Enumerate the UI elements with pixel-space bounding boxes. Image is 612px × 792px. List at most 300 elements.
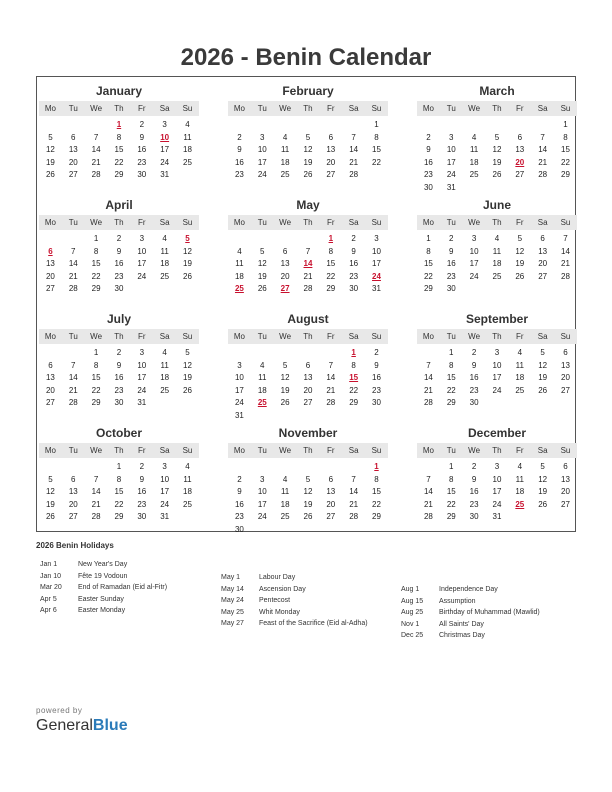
date-cell: 22 [114, 499, 124, 509]
date-cell: 18 [280, 157, 290, 167]
date-cell: 1 [426, 234, 431, 243]
date-cell: 2 [471, 462, 477, 471]
date-cell: 23 [372, 385, 381, 395]
date-cell: 8 [374, 132, 379, 142]
brand-logo[interactable] [36, 706, 128, 735]
date-cell: 22 [326, 271, 336, 281]
weekday-label: Su [371, 446, 382, 455]
date-cell: 20 [538, 259, 548, 269]
date-cell: 6 [328, 474, 334, 484]
empty-cell [62, 347, 85, 360]
holidays-title: 2026 Benin Holidays [36, 541, 114, 550]
date-cell: 11 [160, 246, 169, 256]
date-cell: 17 [492, 487, 502, 497]
date-cell: 17 [160, 145, 170, 155]
date-cell: 30 [234, 524, 244, 534]
date-cell: 1 [449, 348, 454, 357]
date-cell: 31 [160, 512, 170, 522]
date-cell: 17 [469, 259, 479, 269]
date-cell: 4 [185, 462, 190, 471]
weekday-label: Tu [68, 332, 78, 341]
holiday-date-label: May 14 [221, 585, 244, 593]
holiday-entry [221, 595, 368, 607]
weekday-label: Su [182, 104, 193, 113]
weekday-header [39, 443, 199, 458]
weekday-label: Su [371, 218, 382, 227]
date-cell: 15 [114, 145, 124, 155]
holiday-entry [40, 605, 167, 617]
date-cell: 14 [349, 487, 359, 497]
date-cell: 22 [91, 271, 101, 281]
date-cell: 16 [349, 259, 359, 269]
weekday-label: Fr [138, 446, 146, 455]
weekday-label: Su [560, 104, 571, 113]
month-name: April [105, 198, 133, 212]
weekday-label: Su [182, 218, 193, 227]
weekday-label: Tu [257, 104, 267, 113]
date-cell: 5 [305, 474, 311, 484]
holiday-entry [401, 630, 540, 642]
date-cell: 30 [114, 284, 124, 294]
date-cell: 11 [515, 360, 524, 370]
empty-cell [274, 347, 297, 360]
date-cell: 3 [139, 348, 145, 357]
date-cell: 2 [374, 348, 379, 357]
empty-cell [342, 119, 365, 132]
weekday-label: Sa [159, 446, 170, 455]
date-cell: 12 [257, 259, 267, 269]
weekday-label: We [90, 332, 103, 341]
date-cell: 22 [423, 271, 433, 281]
weekday-label: We [468, 104, 481, 113]
date-cell: 22 [372, 499, 381, 509]
date-cell: 18 [469, 157, 479, 167]
month-name: March [479, 84, 515, 98]
date-cell: 15 [91, 373, 101, 383]
weekday-label: Mo [233, 446, 245, 455]
date-cell: 26 [183, 271, 192, 281]
date-cell: 12 [538, 474, 548, 484]
date-cell: 26 [538, 499, 548, 509]
date-cell: 15 [372, 145, 381, 155]
date-cell: 26 [280, 398, 290, 408]
weekday-header [228, 329, 388, 344]
date-cell: 12 [45, 145, 55, 155]
date-cell: 5 [185, 348, 190, 357]
empty-cell [62, 233, 85, 246]
date-cell: 12 [45, 487, 55, 497]
date-cell: 25 [160, 271, 170, 281]
weekday-label: Th [303, 218, 313, 227]
month-name: January [95, 84, 143, 98]
date-cell: 21 [91, 157, 101, 167]
weekday-label: Mo [233, 218, 245, 227]
date-grid [228, 119, 388, 182]
weekday-header [417, 329, 577, 344]
date-cell: 15 [561, 145, 570, 155]
holiday-name: Labour Day [259, 574, 296, 581]
date-cell: 17 [492, 373, 502, 383]
holiday-date-label: Aug 25 [401, 609, 424, 616]
month-name: August [287, 312, 329, 326]
weekday-label: Tu [446, 446, 456, 455]
date-cell: 5 [48, 474, 53, 484]
holiday-entry [221, 572, 368, 584]
weekday-header [417, 443, 577, 458]
date-cell: 13 [538, 246, 548, 256]
weekday-label: Sa [348, 332, 359, 341]
holiday-entry [401, 584, 540, 596]
date-cell: 7 [93, 474, 99, 484]
date-cell: 1 [93, 234, 99, 243]
date-cell: 5 [517, 234, 523, 243]
date-cell: 17 [137, 259, 147, 269]
date-cell: 16 [469, 373, 479, 383]
empty-cell [319, 347, 342, 360]
empty-cell [251, 119, 274, 132]
holiday-entry [401, 596, 540, 608]
date-cell: 18 [183, 487, 192, 497]
weekday-label: Th [303, 104, 313, 113]
date-cell: 12 [183, 360, 192, 370]
date-cell: 24 [492, 499, 502, 509]
date-cell: 27 [326, 170, 336, 180]
date-cell: 8 [563, 132, 568, 142]
date-cell: 28 [349, 512, 359, 522]
date-cell: 3 [260, 474, 265, 484]
date-cell: 22 [372, 157, 381, 167]
holiday-date-label: May 1 [221, 574, 241, 581]
weekday-label: Fr [327, 104, 335, 113]
date-cell: 22 [114, 157, 124, 167]
weekday-label: Tu [68, 218, 78, 227]
month-june [417, 197, 577, 296]
date-cell: 30 [446, 284, 456, 294]
weekday-label: Mo [44, 104, 56, 113]
month-august [228, 311, 388, 423]
date-cell: 29 [326, 284, 336, 294]
date-cell: 17 [234, 385, 244, 395]
date-cell: 24 [469, 271, 479, 281]
holiday-name: Fête 19 Vodoun [78, 572, 128, 580]
weekday-label: Fr [327, 332, 335, 341]
date-cell: 15 [114, 487, 124, 497]
weekday-label: Fr [516, 104, 524, 113]
month-name: December [467, 426, 527, 440]
weekday-label: Fr [138, 218, 146, 227]
date-cell: 16 [114, 259, 124, 269]
month-december [417, 425, 577, 524]
holiday-name: Feast of the Sacrifice (Eid al-Adha) [259, 620, 368, 627]
date-cell: 13 [45, 373, 55, 383]
date-cell: 25 [280, 512, 290, 522]
weekday-label: We [279, 332, 292, 341]
date-cell: 24 [492, 385, 502, 395]
empty-cell [417, 347, 440, 360]
date-cell: 7 [305, 246, 311, 256]
date-cell: 26 [183, 385, 192, 395]
date-cell: 11 [280, 145, 290, 155]
weekday-header [228, 215, 388, 230]
weekday-label: Tu [257, 332, 267, 341]
weekday-label: Mo [422, 332, 434, 341]
date-cell: 19 [303, 157, 313, 167]
date-cell: 4 [517, 462, 523, 471]
empty-cell [85, 119, 108, 132]
date-cell: 11 [280, 487, 290, 497]
weekday-label: We [279, 218, 292, 227]
empty-cell [39, 347, 62, 360]
weekday-label: We [468, 332, 481, 341]
date-cell: 2 [139, 120, 145, 129]
weekday-label: Sa [348, 104, 359, 113]
date-cell: 23 [423, 170, 433, 180]
date-cell: 3 [494, 462, 500, 471]
date-cell: 6 [48, 360, 53, 370]
brand-general: General [36, 717, 93, 734]
date-cell: 16 [234, 157, 244, 167]
date-cell: 21 [326, 385, 336, 395]
date-cell: 26 [45, 512, 55, 522]
month-name: September [465, 312, 529, 326]
date-cell: 23 [114, 271, 124, 281]
calendar-grid [36, 76, 576, 532]
date-cell: 5 [282, 360, 288, 370]
date-cell: 18 [160, 259, 170, 269]
date-cell: 18 [515, 373, 525, 383]
date-cell: 9 [237, 145, 242, 155]
date-cell: 9 [116, 246, 122, 256]
weekday-label: Fr [327, 446, 335, 455]
holiday-date-label: Mar 20 [40, 584, 62, 591]
date-cell: 5 [260, 246, 265, 256]
date-cell: 26 [303, 170, 313, 180]
date-cell: 29 [561, 170, 570, 180]
date-cell: 19 [45, 499, 55, 509]
date-cell: 24 [257, 512, 267, 522]
weekday-label: Fr [516, 332, 524, 341]
month-may [228, 197, 388, 296]
date-cell: 7 [93, 132, 99, 142]
date-cell: 18 [257, 385, 267, 395]
holiday-date: 25 [257, 398, 267, 408]
date-cell: 2 [426, 132, 431, 142]
weekday-label: Tu [257, 446, 267, 455]
date-cell: 3 [162, 120, 167, 129]
date-cell: 9 [426, 145, 431, 155]
date-cell: 18 [234, 271, 244, 281]
date-cell: 9 [139, 474, 145, 484]
weekday-label: Th [492, 218, 502, 227]
date-cell: 24 [137, 271, 147, 281]
weekday-label: Mo [422, 104, 434, 113]
date-cell: 6 [563, 348, 568, 357]
brand-blue: Blue [92, 717, 128, 734]
date-cell: 21 [68, 385, 78, 395]
holiday-date-label: Dec 25 [401, 632, 424, 639]
holiday-date: 10 [160, 132, 170, 142]
date-cell: 16 [446, 259, 456, 269]
weekday-label: We [279, 446, 292, 455]
holiday-name: Birthday of Muhammad (Mawlid) [439, 609, 540, 616]
date-cell: 25 [160, 385, 170, 395]
month-march [417, 83, 577, 195]
date-cell: 17 [160, 487, 170, 497]
date-cell: 1 [563, 120, 568, 129]
date-cell: 5 [305, 132, 311, 142]
date-cell: 30 [114, 398, 124, 408]
empty-cell [319, 119, 342, 132]
date-cell: 19 [538, 373, 548, 383]
date-cell: 19 [257, 271, 267, 281]
date-cell: 29 [349, 398, 359, 408]
date-cell: 19 [515, 259, 525, 269]
date-cell: 13 [515, 145, 525, 155]
weekday-label: Tu [446, 218, 456, 227]
date-cell: 5 [494, 132, 500, 142]
date-cell: 28 [91, 512, 101, 522]
date-cell: 27 [45, 398, 55, 408]
holiday-entry [401, 619, 540, 631]
holiday-date: 27 [280, 284, 290, 294]
powered-by-text: powered by [36, 706, 83, 715]
empty-cell [251, 233, 274, 246]
holiday-date-label: May 25 [221, 608, 244, 616]
date-cell: 26 [492, 170, 502, 180]
date-cell: 10 [137, 360, 147, 370]
weekday-label: Th [492, 332, 502, 341]
month-name: July [106, 312, 131, 326]
date-cell: 17 [257, 499, 267, 509]
weekday-header [228, 443, 388, 458]
date-cell: 25 [492, 271, 502, 281]
date-cell: 23 [349, 271, 359, 281]
empty-cell [39, 119, 62, 132]
date-cell: 6 [71, 132, 76, 142]
holiday-date: 15 [349, 373, 359, 383]
empty-cell [228, 119, 251, 132]
date-cell: 21 [349, 499, 359, 509]
holiday-date: 1 [374, 462, 379, 471]
date-cell: 18 [280, 499, 290, 509]
date-cell: 18 [515, 487, 525, 497]
date-cell: 3 [374, 234, 379, 243]
date-cell: 14 [423, 373, 433, 383]
date-cell: 12 [538, 360, 548, 370]
date-cell: 28 [91, 170, 101, 180]
date-cell: 14 [538, 145, 548, 155]
holiday-date: 24 [372, 271, 381, 281]
date-cell: 21 [303, 271, 313, 281]
date-cell: 20 [326, 499, 336, 509]
date-cell: 4 [237, 246, 242, 256]
date-cell: 28 [68, 398, 78, 408]
holiday-column [221, 572, 368, 630]
date-cell: 28 [538, 170, 548, 180]
date-cell: 23 [114, 385, 124, 395]
empty-cell [62, 119, 85, 132]
date-cell: 28 [326, 398, 336, 408]
weekday-label: Sa [537, 218, 548, 227]
date-cell: 13 [280, 259, 290, 269]
date-cell: 14 [91, 145, 101, 155]
date-cell: 28 [68, 284, 78, 294]
date-cell: 15 [446, 373, 456, 383]
date-cell: 28 [349, 170, 359, 180]
date-cell: 30 [349, 284, 359, 294]
date-cell: 24 [234, 398, 244, 408]
weekday-label: Th [303, 332, 313, 341]
date-cell: 2 [139, 462, 145, 471]
date-cell: 21 [91, 499, 101, 509]
date-cell: 31 [160, 170, 170, 180]
date-cell: 29 [114, 512, 124, 522]
date-cell: 12 [280, 373, 290, 383]
weekday-label: Sa [537, 332, 548, 341]
empty-cell [417, 119, 440, 132]
weekday-header [39, 329, 199, 344]
date-cell: 1 [116, 462, 122, 471]
date-cell: 14 [561, 246, 570, 256]
date-cell: 10 [234, 373, 244, 383]
date-cell: 10 [257, 145, 267, 155]
date-cell: 10 [492, 360, 502, 370]
date-cell: 2 [449, 234, 454, 243]
date-cell: 6 [540, 234, 545, 243]
date-cell: 26 [303, 512, 313, 522]
holiday-entry [40, 571, 167, 583]
date-cell: 15 [372, 487, 381, 497]
weekday-label: Fr [138, 332, 146, 341]
holiday-date: 14 [303, 259, 313, 269]
date-cell: 5 [48, 132, 53, 142]
date-cell: 15 [326, 259, 336, 269]
date-cell: 31 [137, 398, 147, 408]
date-cell: 23 [469, 385, 479, 395]
month-name: November [278, 426, 338, 440]
date-cell: 21 [561, 259, 570, 269]
date-cell: 8 [374, 474, 379, 484]
month-january [39, 83, 199, 182]
date-cell: 25 [469, 170, 479, 180]
holiday-date-label: May 27 [221, 620, 244, 627]
empty-cell [297, 119, 320, 132]
date-cell: 17 [372, 259, 381, 269]
date-cell: 11 [235, 259, 244, 269]
weekday-label: We [279, 104, 292, 113]
date-cell: 15 [91, 259, 101, 269]
date-cell: 20 [303, 385, 313, 395]
date-cell: 20 [326, 157, 336, 167]
date-cell: 7 [563, 234, 568, 243]
weekday-label: Fr [516, 218, 524, 227]
holiday-entry [40, 559, 167, 571]
date-cell: 28 [423, 398, 433, 408]
weekday-label: We [468, 446, 481, 455]
holiday-name: End of Ramadan (Eid al-Fitr) [78, 584, 168, 591]
weekday-label: Fr [327, 218, 335, 227]
date-cell: 20 [561, 487, 570, 497]
date-cell: 9 [237, 487, 242, 497]
date-cell: 23 [234, 512, 244, 522]
date-cell: 4 [162, 234, 167, 243]
date-cell: 6 [517, 132, 523, 142]
date-cell: 10 [137, 246, 147, 256]
weekday-label: Mo [44, 332, 56, 341]
date-cell: 1 [374, 120, 379, 129]
weekday-label: Th [114, 104, 124, 113]
weekday-label: Su [560, 218, 571, 227]
